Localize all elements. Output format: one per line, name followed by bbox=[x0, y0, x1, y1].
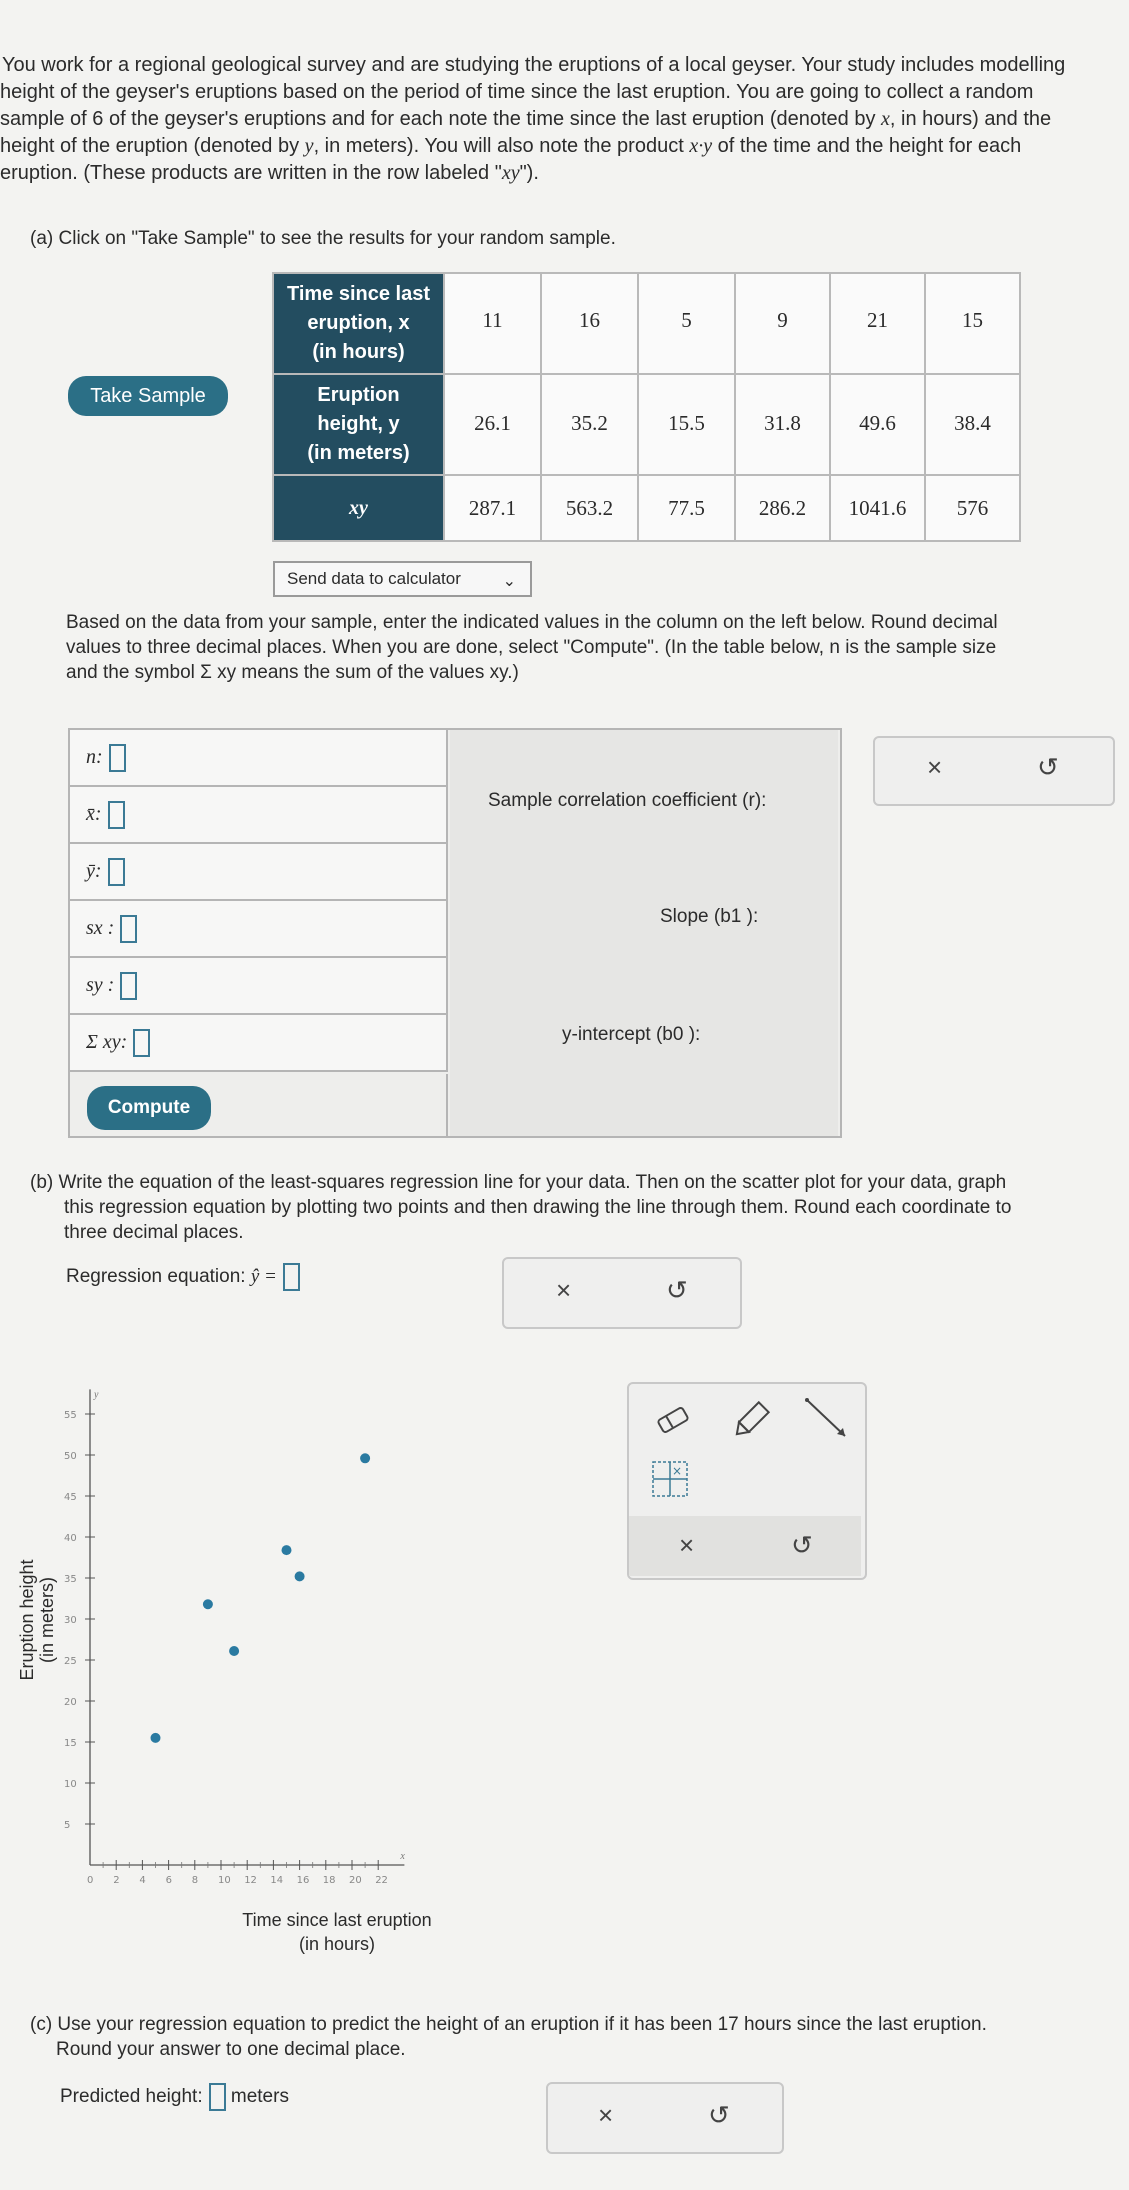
x-tick-label: 20 bbox=[349, 1875, 362, 1886]
data-point bbox=[360, 1453, 370, 1463]
xy-value: 286.2 bbox=[735, 475, 830, 541]
xy-value: 563.2 bbox=[541, 475, 638, 541]
xy-value: 287.1 bbox=[444, 475, 541, 541]
data-point bbox=[203, 1599, 213, 1609]
y-tick-label: 10 bbox=[64, 1779, 77, 1790]
send-to-calculator-label: Send data to calculator bbox=[287, 569, 461, 588]
x-axis-letter: x bbox=[400, 1851, 405, 1862]
y-tick-label: 40 bbox=[64, 1533, 77, 1544]
predicted-height-input[interactable] bbox=[209, 2083, 226, 2111]
clear-button[interactable]: × bbox=[598, 2100, 614, 2130]
y-value: 49.6 bbox=[830, 374, 925, 475]
x-value: 9 bbox=[735, 273, 830, 374]
y-bar-input[interactable] bbox=[108, 858, 125, 886]
intro-line-4: height of the eruption (denoted by y, in meters). You will also note the product x·y of the time and the height for each bbox=[0, 135, 1022, 157]
part-b-prompt: (b) Write the equation of the least-squares regression line for your data. Then on the scatter plot for your data, graph this regression equation by plotting two points and then drawing the line through them. Round each coordinate to three decimal places. bbox=[30, 1172, 1012, 1243]
results-panel bbox=[450, 730, 838, 1136]
clear-button[interactable]: × bbox=[927, 752, 943, 782]
intro-line-3: sample of 6 of the geyser's eruptions and for each note the time since the last eruption (denoted by x, in hours) and the bbox=[0, 108, 1052, 130]
slope-label: Slope (b1 ): bbox=[660, 906, 759, 927]
row-label-xy: xy bbox=[273, 475, 444, 541]
xy-value: 77.5 bbox=[638, 475, 735, 541]
intro-line-5: eruption. (These products are written in the row labeled "xy"). bbox=[0, 162, 539, 184]
clear-button[interactable]: × bbox=[679, 1530, 695, 1560]
x-tick-label: 14 bbox=[270, 1875, 284, 1886]
statistics-entry-panel bbox=[68, 728, 842, 1138]
part-a-instructions: Based on the data from your sample, enter the indicated values in the column on the left below. Round decimal values to three decimal places. When you are done, select "Compute". (In the table below, n is the sample size and the symbol Σ xy means the sum of the values xy.) bbox=[66, 612, 998, 683]
part-c-tools bbox=[546, 2082, 784, 2154]
y-tick-label: 5 bbox=[64, 1820, 71, 1831]
n-input[interactable] bbox=[109, 744, 126, 772]
x-value: 5 bbox=[638, 273, 735, 374]
undo-icon[interactable]: ↺ bbox=[1037, 752, 1059, 782]
x-tick-label: 4 bbox=[139, 1875, 146, 1886]
data-point bbox=[151, 1733, 161, 1743]
data-point bbox=[229, 1646, 239, 1656]
part-b-tools bbox=[502, 1257, 742, 1329]
y-tick-label: 45 bbox=[64, 1492, 77, 1503]
entry-sum-xy: Σ xy: bbox=[70, 1015, 448, 1072]
y-value: 35.2 bbox=[541, 374, 638, 475]
part-a-prompt: (a) Click on "Take Sample" to see the results for your random sample. bbox=[30, 228, 616, 249]
x-tick-label: 8 bbox=[191, 1875, 199, 1886]
x-tick-label: 2 bbox=[113, 1875, 120, 1886]
x-tick-label: 18 bbox=[322, 1875, 336, 1886]
x-axis-title: Time since last eruption (in hours) bbox=[242, 1910, 432, 1954]
regression-equation: Regression equation: ŷ = bbox=[66, 1263, 300, 1291]
regression-input[interactable] bbox=[283, 1263, 300, 1291]
entry-x-bar: x̄: bbox=[70, 787, 448, 844]
sample-table bbox=[272, 272, 1021, 542]
data-point bbox=[295, 1571, 305, 1581]
undo-icon[interactable]: ↺ bbox=[791, 1530, 813, 1560]
part-c-prompt: (c) Use your regression equation to predict the height of an eruption if it has been 17 hours since the last eruption. Round your answer to one decimal place. bbox=[30, 2014, 987, 2060]
pencil-icon[interactable] bbox=[729, 1398, 773, 1442]
correlation-label: Sample correlation coefficient (r): bbox=[488, 790, 767, 811]
y-tick-label: 35 bbox=[64, 1574, 77, 1585]
x-tick-label: 16 bbox=[296, 1875, 310, 1886]
x-tick-label: 22 bbox=[375, 1875, 388, 1886]
graph-tools bbox=[627, 1382, 867, 1580]
problem-intro bbox=[0, 52, 1125, 187]
sx-input[interactable] bbox=[120, 915, 137, 943]
row-label-height: Eruption height, y (in meters) bbox=[273, 374, 444, 475]
entry-sy: sy : bbox=[70, 958, 448, 1015]
part-a-tools bbox=[873, 736, 1115, 806]
x-tick-label: 6 bbox=[165, 1875, 172, 1886]
sy-input[interactable] bbox=[120, 972, 137, 1000]
undo-icon[interactable]: ↺ bbox=[708, 2100, 730, 2130]
x-value: 11 bbox=[444, 273, 541, 374]
x-tick-label: 12 bbox=[244, 1875, 257, 1886]
svg-text:×: × bbox=[672, 1464, 683, 1478]
predicted-height: Predicted height: meters bbox=[60, 2083, 289, 2111]
xy-value: 1041.6 bbox=[830, 475, 925, 541]
x-bar-input[interactable] bbox=[108, 801, 125, 829]
scatter-plot[interactable] bbox=[50, 1370, 610, 1890]
x-tick-label: 0 bbox=[87, 1875, 94, 1886]
entry-y-bar: ȳ: bbox=[70, 844, 448, 901]
x-tick-label: 10 bbox=[218, 1875, 231, 1886]
y-value: 38.4 bbox=[925, 374, 1020, 475]
data-point bbox=[282, 1545, 292, 1555]
undo-icon[interactable]: ↺ bbox=[666, 1275, 688, 1305]
y-value: 31.8 bbox=[735, 374, 830, 475]
y-tick-label: 50 bbox=[64, 1451, 77, 1462]
y-axis-title: Eruption height (in meters) bbox=[17, 1559, 57, 1681]
y-tick-label: 55 bbox=[64, 1410, 77, 1421]
y-value: 15.5 bbox=[638, 374, 735, 475]
chevron-down-icon: ⌄ bbox=[502, 573, 516, 590]
y-tick-label: 25 bbox=[64, 1656, 77, 1667]
row-label-time: Time since last eruption, x (in hours) bbox=[273, 273, 444, 374]
clear-button[interactable]: × bbox=[556, 1275, 572, 1305]
entry-n: n: bbox=[70, 730, 448, 787]
intercept-label: y-intercept (b0 ): bbox=[562, 1024, 701, 1045]
y-tick-label: 30 bbox=[64, 1615, 77, 1626]
eraser-icon[interactable] bbox=[653, 1400, 693, 1440]
entry-sx: sx : bbox=[70, 901, 448, 958]
y-axis-letter: y bbox=[94, 1389, 99, 1401]
sum-xy-input[interactable] bbox=[133, 1029, 150, 1057]
x-value: 16 bbox=[541, 273, 638, 374]
take-sample-button[interactable]: Take Sample bbox=[68, 376, 228, 416]
x-value: 15 bbox=[925, 273, 1020, 374]
compute-button[interactable]: Compute bbox=[87, 1086, 211, 1130]
y-tick-label: 15 bbox=[64, 1738, 77, 1749]
xy-value: 576 bbox=[925, 475, 1020, 541]
line-tool-icon[interactable] bbox=[801, 1394, 851, 1444]
point-grid-icon[interactable] bbox=[651, 1460, 689, 1498]
intro-line-1: You work for a regional geological survey and are studying the eruptions of a local geyser. Your study includes modelling bbox=[2, 54, 1066, 76]
y-value: 26.1 bbox=[444, 374, 541, 475]
y-tick-label: 20 bbox=[64, 1697, 77, 1708]
intro-line-2: height of the geyser's eruptions based on the period of time since the last eruption. You are going to collect a random bbox=[0, 81, 1034, 103]
x-value: 21 bbox=[830, 273, 925, 374]
send-to-calculator-dropdown[interactable] bbox=[273, 561, 532, 597]
